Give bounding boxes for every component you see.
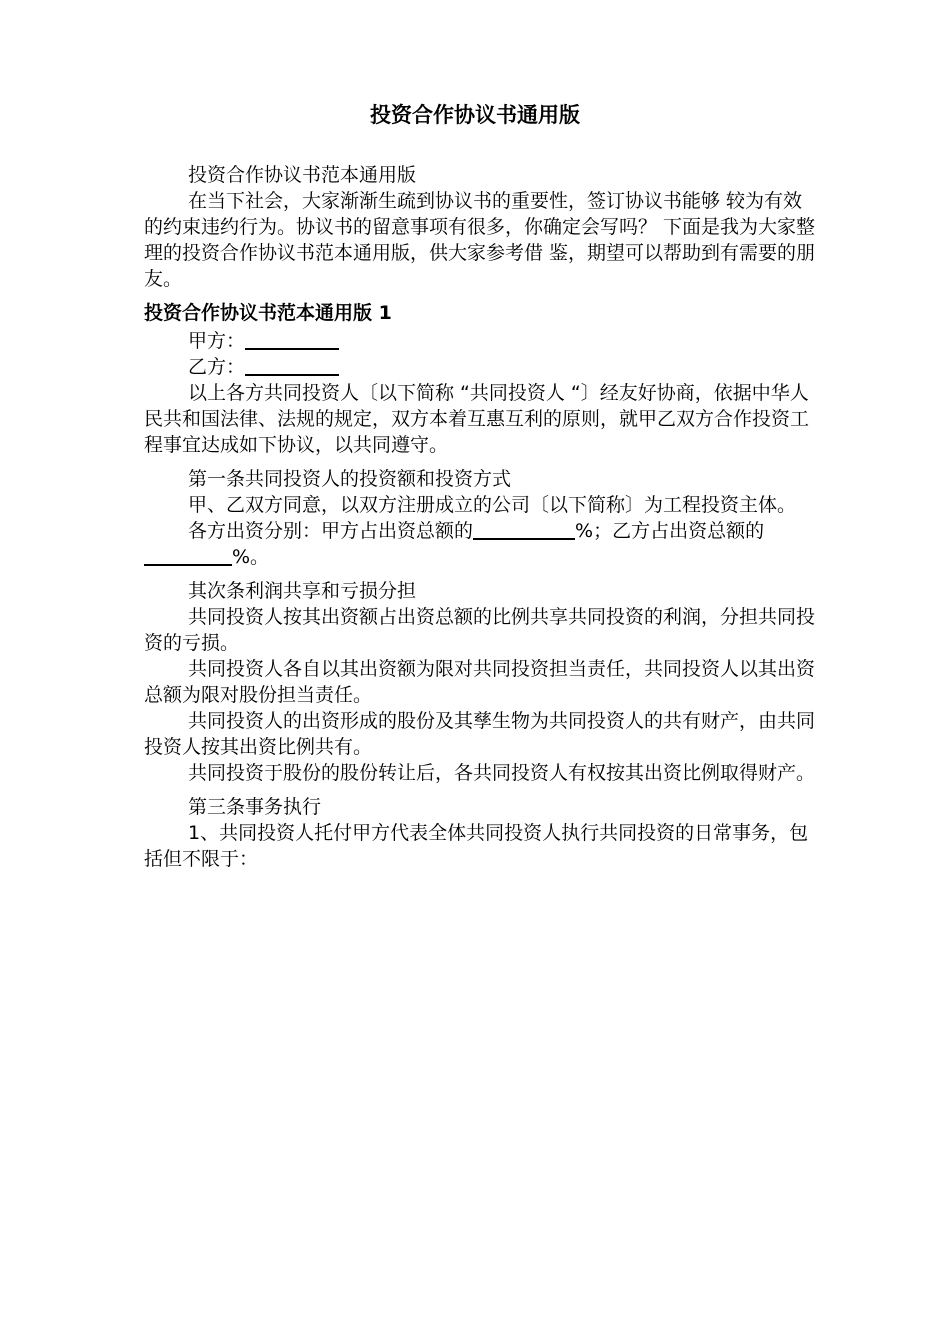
article-2-paragraph-3: 共同投资人的出资形成的股份及其孳生物为共同投资人的共有财产，由共同投资人按其出资比例共有。	[144, 710, 816, 758]
article-2-title: 其次条利润共享和亏损分担	[188, 580, 417, 602]
document-body	[144, 162, 820, 872]
contribution-text-a: 各方出资分别：甲方占出资总额的	[188, 520, 474, 542]
party-a-percent-blank	[473, 518, 575, 540]
article-2-paragraph-4: 共同投资于股份的股份转让后，各共同投资人有权按其出资比例取得财产。	[188, 762, 816, 784]
contribution-text-c: %。	[232, 546, 270, 568]
article-2-paragraph-1: 共同投资人按其出资额占出资总额的比例共享共同投资的利润，分担共同投资的亏损。	[144, 606, 816, 654]
article-1-paragraph-1: 甲、乙双方同意，以双方注册成立的公司〔以下简称〕为工程投资主体。	[188, 494, 797, 516]
party-b-line	[144, 354, 820, 380]
document-subtitle: 投资合作协议书范本通用版	[188, 164, 417, 186]
document-title: 投资合作协议书通用版	[370, 103, 580, 127]
party-b-label: 乙方：	[188, 356, 246, 378]
intro-paragraph: 在当下社会，大家渐渐生疏到协议书的重要性，签订协议书能够 较为有效的约束违约行为。协议书的留意事项有很多，你确定会写吗？ 下面是我为大家整理的投资合作协议书范本通用版，供大家参考借 鉴，期望可以帮助到有需要的朋友。	[144, 190, 816, 290]
article-1-paragraph-2	[144, 518, 820, 570]
party-a-line	[144, 328, 820, 354]
party-b-percent-blank	[144, 544, 232, 566]
article-2-paragraph-2: 共同投资人各自以其出资额为限对共同投资担当责任，共同投资人以其出资总额为限对股份担当责任。	[144, 658, 816, 706]
article-3-paragraph-1: 1、共同投资人托付甲方代表全体共同投资人执行共同投资的日常事务，包括但不限于：	[144, 822, 809, 870]
article-3-title: 第三条事务执行	[188, 796, 322, 818]
contribution-text-b: %；乙方占出资总额的	[575, 520, 765, 542]
party-a-label: 甲方：	[188, 330, 246, 352]
preamble-paragraph: 以上各方共同投资人〔以下简称 “共同投资人 “〕经友好协商，依据中华人民共和国法律、法规的规定，双方本着互惠互利的原则，就甲乙双方合作投资工程事宜达成如下协议，以共同遵守。	[144, 382, 810, 456]
party-a-blank	[245, 328, 339, 350]
article-1-title: 第一条共同投资人的投资额和投资方式	[188, 468, 512, 490]
party-b-blank	[245, 354, 339, 376]
section-heading: 投资合作协议书范本通用版 1	[144, 302, 392, 324]
